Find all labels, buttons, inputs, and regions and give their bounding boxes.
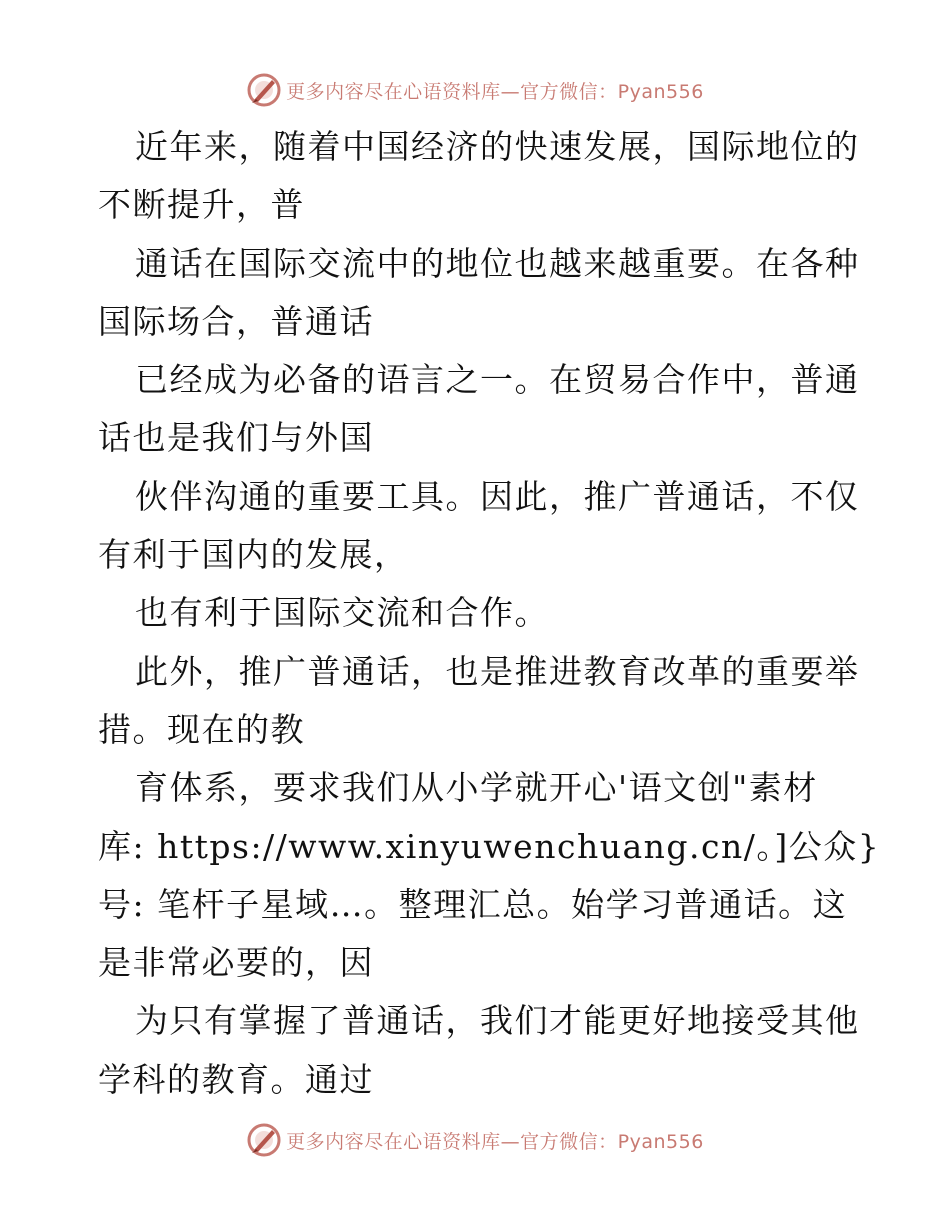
- text-line: 近年来，随着中国经济的快速发展，国际地位的: [135, 127, 860, 166]
- quill-pen-logo-icon: [246, 1122, 282, 1158]
- watermark-text: 更多内容尽在心语资料库—官方微信：Pyan556: [286, 80, 704, 103]
- text-line: 育体系，要求我们从小学就开心'语文创"素材: [135, 768, 818, 808]
- text-line: 号: 笔杆子星域…。整理汇总。始学习普通话。这: [98, 884, 848, 924]
- watermark-text: 更多内容尽在心语资料库—官方微信：Pyan556: [286, 1130, 704, 1153]
- text-line: 有利于国内的发展，: [98, 535, 409, 575]
- footer-watermark: [0, 1122, 950, 1158]
- text-line: 伙伴沟通的重要工具。因此，推广普通话，不仅: [135, 476, 860, 516]
- text-line: 学科的教育。通过: [98, 1059, 374, 1099]
- text-line: 是非常必要的，因: [98, 943, 374, 983]
- header-watermark: [0, 72, 950, 108]
- text-line: 措。现在的教: [98, 709, 305, 749]
- text-line: 已经成为必备的语言之一。在贸易合作中，普通: [135, 360, 860, 400]
- text-line: 通话在国际交流中的地位也越来越重要。在各种: [135, 243, 860, 283]
- text-line: 为只有掌握了普通话，我们才能更好地接受其他: [135, 1001, 860, 1041]
- text-line: 不断提升，普: [98, 185, 305, 225]
- quill-pen-logo-icon: [246, 72, 282, 108]
- text-line: 也有利于国际交流和合作。: [135, 593, 549, 633]
- text-line: 库: https://www.xinyuwenchuang.cn/。]公众}: [98, 826, 881, 866]
- text-line: 此外，推广普通话，也是推进教育改革的重要举: [135, 651, 860, 691]
- text-line: 话也是我们与外国: [98, 418, 374, 458]
- document-body: [98, 118, 881, 1109]
- text-line: 国际场合，普通话: [98, 301, 374, 341]
